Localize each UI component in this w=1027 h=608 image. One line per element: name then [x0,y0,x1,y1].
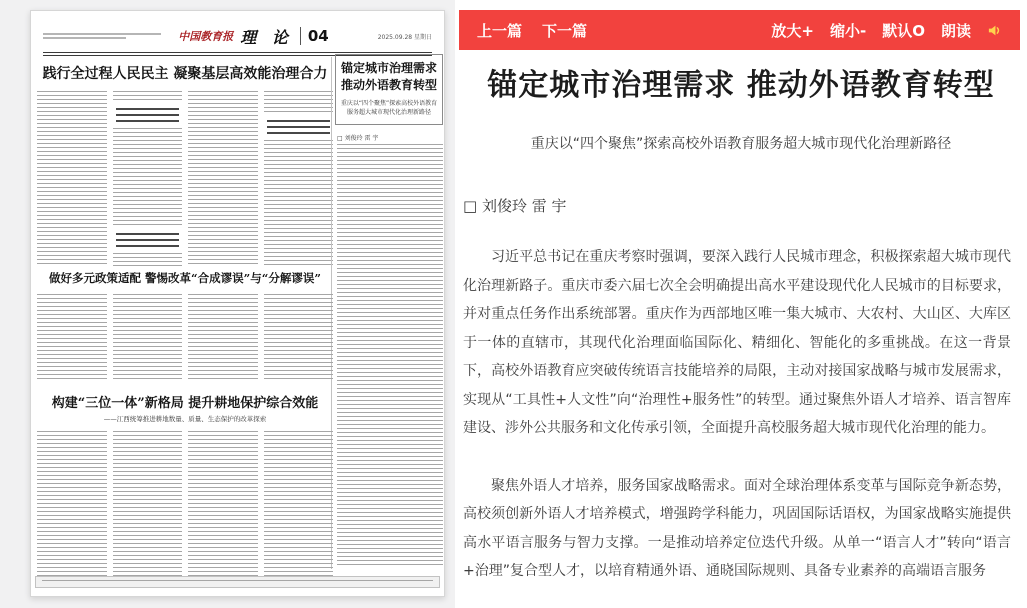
newspaper-masthead [43,24,432,48]
section-title: 理 论 [240,27,293,47]
newspaper-brand-logo: 中国教育报 [178,30,234,43]
reader-toolbar [459,10,1020,50]
story-boxed-selected[interactable] [335,54,443,125]
article-body [463,243,1011,608]
column-subhead [267,120,331,135]
read-aloud-button[interactable]: 朗读 [940,21,971,40]
article-title: 锚定城市治理需求 推动外语教育转型 [487,68,995,103]
story-bottom-columns [37,431,333,577]
toolbar-tools-group [771,20,1002,41]
story-lead-headline[interactable]: 践行全过程人民民主 凝聚基层高效能治理合力 [42,66,328,82]
zoom-out-button[interactable]: 缩小- [829,21,867,40]
article-byline: □ 刘俊玲 雷 宇 [463,197,567,215]
story-lead[interactable] [37,63,333,267]
column-subhead [116,108,180,123]
next-article-button[interactable]: 下一篇 [542,21,588,40]
column-subhead [116,233,180,248]
story-boxed-subtitle: 重庆以“四个聚焦”探索高校外语教育服务超大城市现代化治理新路径 [340,99,438,117]
newspaper-footer-strip [35,576,440,588]
article-paragraph: 聚焦外语人才培养，服务国家战略需求。面对全球治理体系变革与国际竞争新态势，高校须创新外语人才培养模式，增强跨学科能力，巩固国际话语权，为国家战略实施提供高水平语言服务与智力支撑。一是推动培养定位迭代升级。从单一“语言人才”转向“语言+治理”复合型人才，以培育精通外语、通晓国际规则、具备专业素养的高端语言服务 [463,477,1011,579]
masthead-meta-text [43,31,161,41]
story-middle-headline[interactable]: 做好多元政策适配 警惕改革“合成谬误”与“分解谬误” [49,271,321,285]
toolbar-nav-group [477,20,587,41]
story-boxed-bodytext[interactable] [337,144,443,567]
story-bottom-subtitle: ——江西统筹推进耕地数量、质量、生态保护的改革探索 [103,415,267,423]
story-bottom-headline[interactable]: 构建“三位一体”新格局 提升耕地保护综合效能 [51,396,319,411]
epaper-page-pane [0,0,455,608]
article-paragraph: 习近平总书记在重庆考察时强调，要深入践行人民城市理念，积极探索超大城市现代化治理新路子。重庆市委六届七次全会明确提出高水平建设现代化人民城市的目标要求，并对重点任务作出系统部署。重庆作为西部地区唯一集大城市、大农村、大山区、大库区于一体的直辖市，其现代化治理面临国际化、精细化、智能化的多重挑战。在这一背景下，高校外语教育应突破传统语言技能培养的局限，主动对接国家战略与城市发展需求，实现从“工具性+人文性”向“治理性+服务性”的转型。通过聚焦外语人才培养、语言智库建设、涉外公共服务和文化传承引领，全面提升高校服务超大城市现代化治理的能力。 [463,249,1011,436]
story-bottom[interactable] [37,392,333,577]
story-boxed-byline: □ 刘俊玲 雷 宇 [337,135,379,142]
prev-article-button[interactable]: 上一篇 [477,21,523,40]
page-number: 04 [300,27,329,45]
story-boxed-title-line2[interactable]: 推动外语教育转型 [340,78,437,93]
speaker-icon[interactable] [987,23,1002,38]
default-size-button[interactable]: 默认O [882,21,925,40]
article-subtitle: 重庆以“四个聚焦”探索高校外语教育服务超大城市现代化治理新路径 [530,136,952,152]
story-middle[interactable] [37,270,333,380]
masthead-rule [43,52,432,53]
story-boxed-title-line1[interactable]: 锚定城市治理需求 [340,61,437,75]
newspaper-page [30,10,445,597]
article-reader-pane [455,0,1027,608]
story-middle-columns [37,294,333,380]
issue-date: 2025.09.28 星期日 [377,33,432,41]
zoom-in-button[interactable]: 放大+ [771,21,814,40]
masthead-center [161,25,346,48]
story-lead-columns [37,91,333,267]
